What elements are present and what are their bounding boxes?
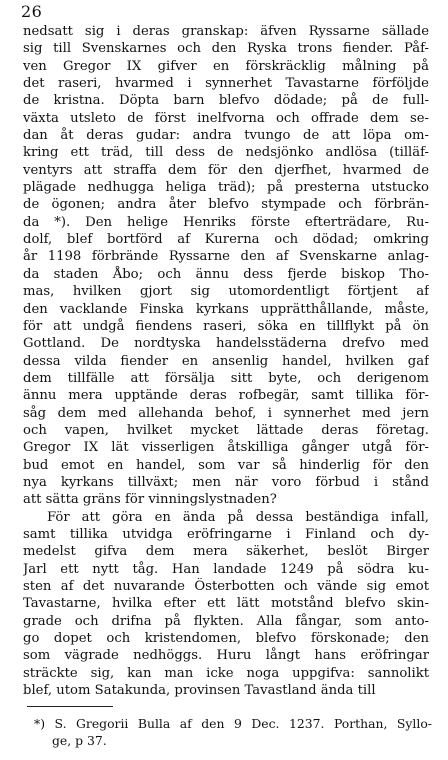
text-line: För att göra en ända på dessa beständiga infall, <box>47 509 429 525</box>
text-line: bud emot en handel, som var så hinderlig för den <box>23 457 429 473</box>
text-line: blef, utom Satakunda, provinsen Tavastland ända till <box>23 683 376 699</box>
footnote <box>34 715 432 749</box>
text-line: kring ett träd, till dess de nedsjönko andlösa (tilläf- <box>23 145 429 161</box>
paragraph <box>23 509 429 700</box>
text-line: för att undgå fiendens raseri, söka en tillflykt på ön <box>23 318 429 334</box>
text-line: som vägrade nedhöggs. Huru långt hans eröfringar <box>23 648 429 664</box>
text-line: sten af det nuvarande Österbotten och vände sig emot <box>23 579 429 594</box>
text-line: nedsatt sig i deras granskap: äfven Ryssarne sällade <box>23 24 429 39</box>
text-line: dem tillfälle att försälja sitt byte, och derigenom <box>23 370 429 386</box>
text-line: go dopet och kristendomen, blefvo förskonade; den <box>23 631 429 647</box>
text-line: år 1198 förbrände Ryssarne den af Svenskarne anlag- <box>23 249 429 265</box>
text-line: Jarl ett nytt tåg. Han landade 1249 på södra ku- <box>23 561 429 577</box>
text-line: såg dem med allehanda behof, i synnerhet med jern <box>23 405 429 421</box>
text-line: Gottland. De nordtyska handelsstäderna drefvo med <box>23 336 429 352</box>
text-line: och vapen, hvilket mycket lättade deras företag. <box>23 422 429 438</box>
footnote-line: *) S. Gregorii Bulla af den 9 Dec. 1237. Porthan, Syllo- <box>34 716 432 731</box>
text-line: växta utsleto de först inelfvorna och offrade dem se- <box>23 110 429 126</box>
text-line: ännu mera upptände deras rofbegär, samt tillika för- <box>23 388 429 404</box>
text-line: att sätta gräns för vinningslystnaden? <box>23 492 277 508</box>
text-line: grade och drifna på flykten. Alla fångar, som anto- <box>23 613 429 629</box>
text-line: mas, hvilken gjort sig utomordentligt förtjent af <box>23 284 429 300</box>
text-line: plägade nedhugga heliga träd); på presterna utstucko <box>23 180 429 196</box>
text-line: dan åt deras gudar: andra tvungo de att löpa om- <box>23 128 429 144</box>
text-line: dessa vilda fiender en ansenlig handel, hvilken gaf <box>23 353 429 369</box>
text-line: da staden Åbo; och ännu dess fjerde biskop Tho- <box>23 266 429 282</box>
text-line: den vacklande Finska kyrkans upprätthållande, måste, <box>23 301 429 317</box>
text-line: det raseri, hvarmed i synnerhet Tavastarne förföljde <box>23 76 429 92</box>
footnote-line: ge, p 37. <box>52 733 107 748</box>
text-line: ventyrs att straffa dem för den djerfhet, hvarmed de <box>23 162 429 178</box>
text-line: da *). Den helige Henriks förste efterträdare, Ru- <box>23 214 429 230</box>
text-line: nya kyrkans tillväxt; men när voro förbud i stånd <box>23 474 429 490</box>
text-line: ven Gregor IX gifver en förskräcklig målning på <box>23 58 429 74</box>
text-line: de ögonen; andra åter blefvo stympade och förbrän- <box>23 197 429 213</box>
text-line: sig till Svenskarnes och den Ryska trons fiender. Påf- <box>23 41 429 57</box>
text-line: sträckte sig, kan man icke noga uppgifva: sannolikt <box>23 665 429 681</box>
body-text <box>23 23 429 699</box>
page-number: 26 <box>21 2 43 21</box>
text-line: Gregor IX lät visserligen åtskilliga gånger utgå för- <box>23 440 429 456</box>
text-line: medelst gifva dem mera säkerhet, beslöt Birger <box>23 544 429 560</box>
text-line: Tavastarne, hvilka efter ett lätt motstånd blefvo skin- <box>23 596 429 612</box>
text-line: dolf, blef bortförd af Kurerna och dödad; omkring <box>23 232 429 248</box>
text-line: de kristna. Döpta barn blefvo dödade; på de full- <box>23 93 429 109</box>
text-line: samt tillika utvidga eröfringarne i Finland och dy- <box>23 526 429 542</box>
paragraph <box>23 23 429 509</box>
footnote-rule <box>27 706 113 707</box>
